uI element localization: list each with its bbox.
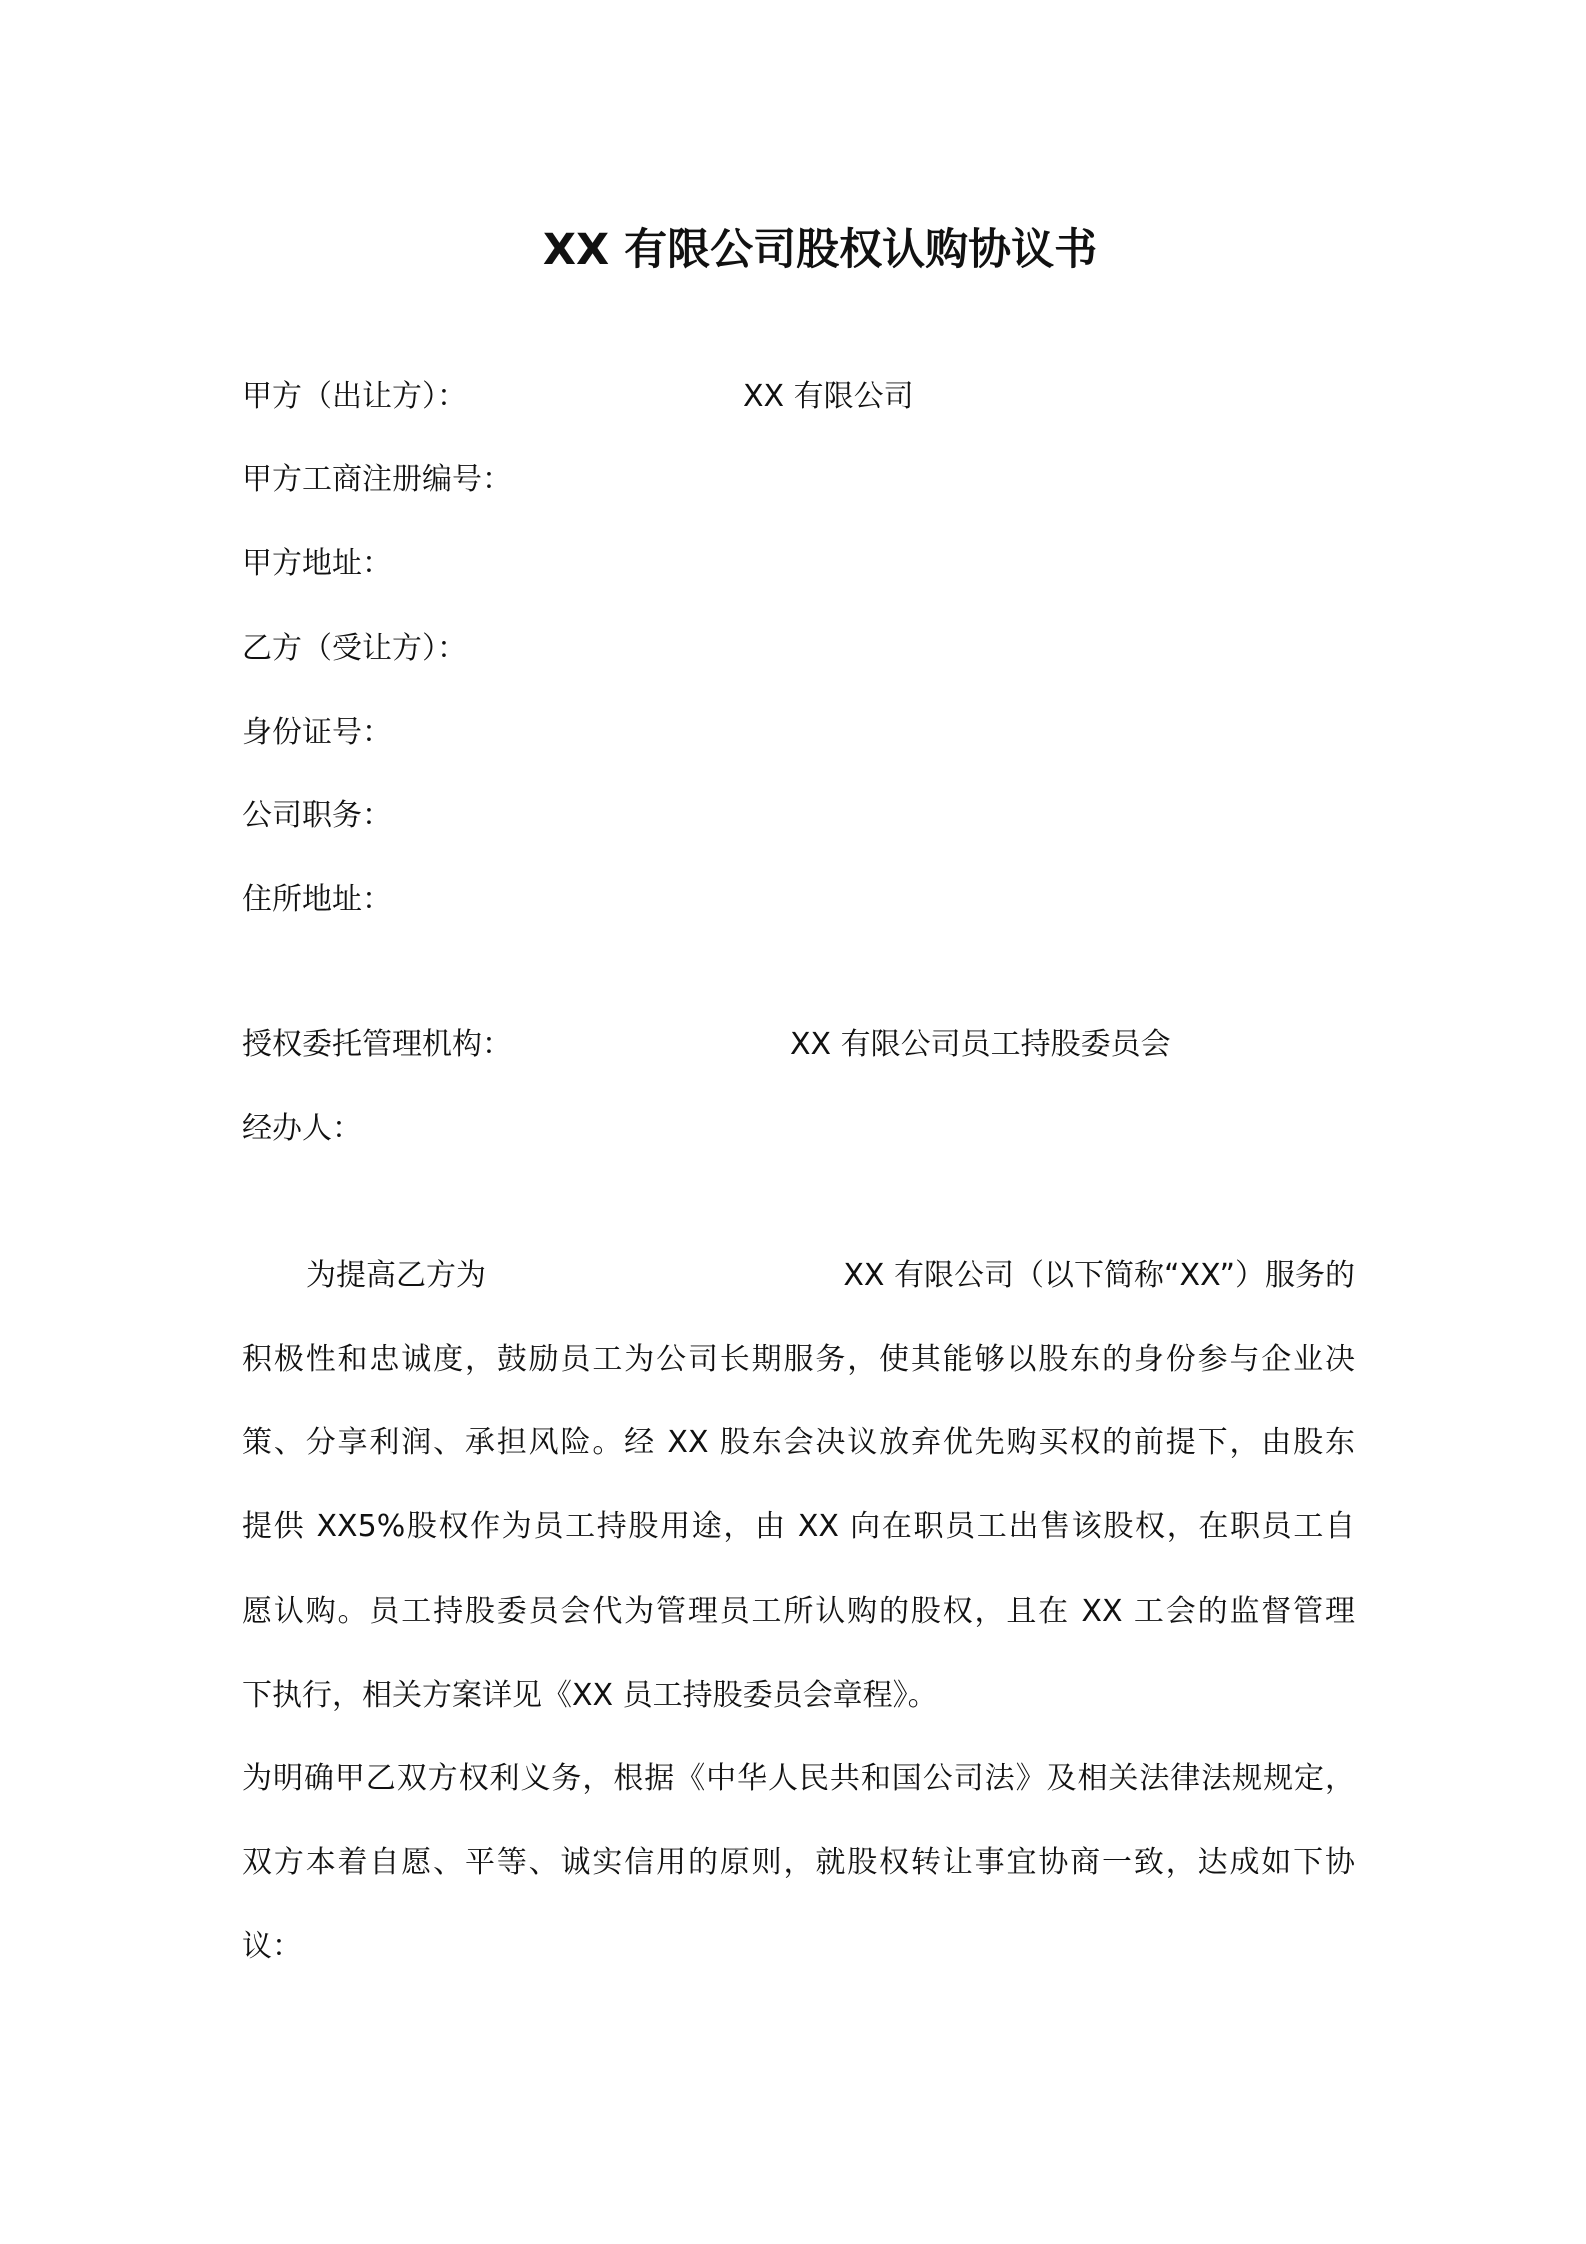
basis-line: 双方本着自愿、平等、诚实信用的原则，就股权转让事宜协商一致，达成如下协	[242, 1845, 1355, 1880]
basis-line: 议：	[242, 1929, 302, 1964]
party-a-value: XX 有限公司	[743, 379, 914, 414]
party-b-label: 乙方（受让方）：	[242, 631, 467, 666]
position-label: 公司职务：	[242, 798, 392, 833]
preamble-line: 下执行，相关方案详见《XX 员工持股委员会章程》。	[242, 1678, 938, 1713]
basis-line: 为明确甲乙双方权利义务，根据《中华人民共和国公司法》及相关法律法规规定，	[242, 1761, 1355, 1796]
trustee-value: XX 有限公司员工持股委员会	[790, 1027, 1171, 1062]
preamble-line: 愿认购。员工持股委员会代为管理员工所认购的股权，且在 XX 工会的监督管理	[242, 1594, 1355, 1629]
id-number-label: 身份证号：	[242, 715, 392, 750]
preamble-line: 提供 XX5%股权作为员工持股用途，由 XX 向在职员工出售该股权，在职员工自	[242, 1509, 1355, 1544]
party-a-address-label: 甲方地址：	[242, 546, 392, 581]
trustee-label: 授权委托管理机构：	[242, 1027, 512, 1062]
party-a-reg-no-label: 甲方工商注册编号：	[242, 462, 512, 497]
party-a-label: 甲方（出让方）：	[242, 379, 467, 414]
preamble-first-line	[242, 1256, 1355, 1296]
handler-label: 经办人：	[242, 1111, 362, 1146]
preamble-line: 积极性和忠诚度，鼓励员工为公司长期服务，使其能够以股东的身份参与企业决	[242, 1342, 1355, 1377]
document-title: XX 有限公司股权认购协议书	[542, 225, 1098, 275]
residence-label: 住所地址：	[242, 882, 392, 917]
preamble-line: 策、分享利润、承担风险。经 XX 股东会决议放弃优先购买权的前提下，由股东	[242, 1425, 1355, 1460]
preamble-first-line-start: 为提高乙方为	[306, 1258, 486, 1293]
preamble-first-line-end: XX 有限公司（以下简称“XX”）服务的	[843, 1258, 1355, 1293]
